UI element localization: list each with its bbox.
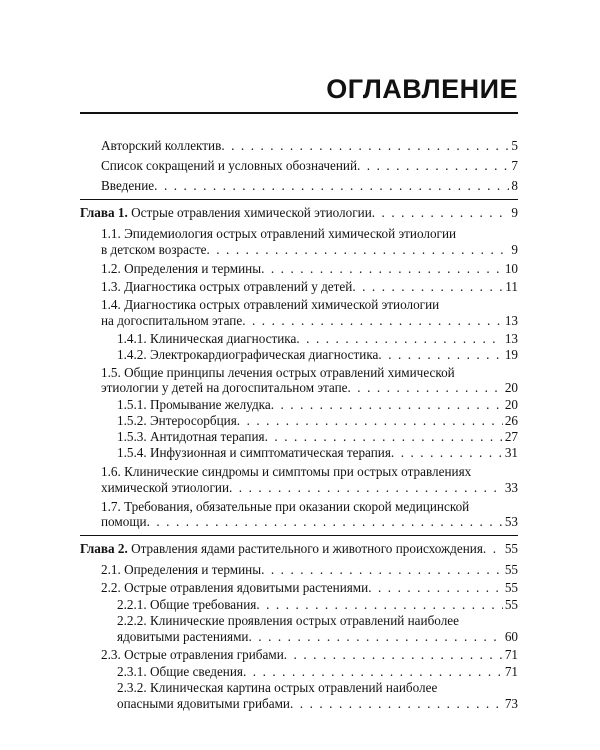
- toc-entry-1-6-line1: 1.6. Клинические синдромы и симптомы при острых отравлениях: [101, 464, 472, 479]
- toc-entry-1-4-2[interactable]: [117, 347, 518, 363]
- toc-entry-page: 33: [504, 480, 518, 495]
- toc-entry-1-5-2[interactable]: [117, 413, 518, 429]
- toc-entry-2-2-1[interactable]: [117, 597, 518, 613]
- toc-entry-1-2[interactable]: [101, 261, 518, 277]
- toc-entry-page: 13: [504, 331, 518, 346]
- chapter-label: Глава 1.: [80, 205, 128, 220]
- toc-entry-text: 2.1. Определения и термины: [101, 562, 262, 577]
- toc-entry-2-2-2[interactable]: [117, 629, 518, 645]
- toc-entry-1-1-line1: 1.1. Эпидемиология острых отравлений химической этиологии: [101, 226, 457, 241]
- toc-entry-text: ядовитыми растениями: [117, 629, 249, 644]
- toc-leader: [391, 445, 503, 461]
- toc-leader: [357, 158, 509, 174]
- toc-leader: [154, 178, 509, 194]
- toc-entry-page: 20: [504, 380, 518, 395]
- toc-entry-text: 1.5.1. Промывание желудка: [117, 397, 271, 412]
- toc-entry-1-7-line1: 1.7. Требования, обязательные при оказании скорой медицинской: [101, 499, 470, 514]
- toc-entry-page: 55: [504, 580, 518, 595]
- toc-leader: [368, 580, 503, 596]
- toc-entry-1-4-1[interactable]: [117, 331, 518, 347]
- toc-entry-page: 60: [504, 629, 518, 644]
- toc-entry-2-3-2-line1: 2.3.2. Клиническая картина острых отравлений наиболее: [117, 680, 438, 695]
- toc-entry-text: в детском возрасте: [101, 242, 207, 257]
- toc-leader: [256, 597, 502, 613]
- toc-entry-1-5-line1: 1.5. Общие принципы лечения острых отравлений химической: [101, 365, 455, 380]
- toc-entry-text: Авторский коллектив: [101, 138, 222, 153]
- toc-leader: [378, 347, 502, 363]
- toc-entry-text: на догоспитальном этапе: [101, 313, 243, 328]
- toc-entry-1-7[interactable]: [101, 514, 518, 530]
- chapter-title: Острые отравления химической этиологии: [127, 205, 372, 220]
- toc-leader: [483, 541, 503, 557]
- toc-entry-page: 71: [504, 647, 518, 662]
- page-title: ОГЛАВЛЕНИЕ: [326, 74, 518, 104]
- toc-entry-text: 2.3.1. Общие сведения: [117, 664, 243, 679]
- toc-chapter-2[interactable]: [80, 541, 518, 557]
- toc-entry-page: 55: [504, 541, 518, 556]
- toc-entry-page: 71: [504, 664, 518, 679]
- toc-entry-page: 20: [504, 397, 518, 412]
- toc-entry-1-5[interactable]: [101, 380, 518, 396]
- toc-leader: [348, 380, 503, 396]
- toc-leader: [261, 261, 503, 277]
- toc-entry-page: 10: [504, 261, 518, 276]
- toc-leader: [221, 138, 509, 154]
- chapter-title: Отравления ядами растительного и животного происхождения: [127, 541, 483, 556]
- toc-entry-page: 5: [511, 138, 518, 153]
- toc-entry-1-5-3[interactable]: [117, 429, 518, 445]
- toc-entry-1-4[interactable]: [101, 313, 518, 329]
- toc-entry-page: 31: [504, 445, 518, 460]
- toc-leader: [271, 397, 503, 413]
- toc-leader: [147, 514, 503, 530]
- toc-leader: [290, 696, 503, 712]
- toc-entry-1-4-line1: 1.4. Диагностика острых отравлений химической этиологии: [101, 297, 440, 312]
- toc-chapter-1[interactable]: [80, 205, 518, 221]
- toc-leader: [237, 413, 503, 429]
- toc-entry-page: 26: [504, 413, 518, 428]
- toc-entry-page: 55: [504, 597, 518, 612]
- toc-entry-page: 11: [505, 279, 518, 294]
- toc-entry-page: 55: [504, 562, 518, 577]
- toc-entry-text: 1.4.2. Электрокардиографическая диагностика: [117, 347, 379, 362]
- toc-entry-page: 9: [511, 205, 518, 220]
- toc-entry-text: Список сокращений и условных обозначений: [101, 158, 357, 173]
- section-divider: [80, 535, 518, 536]
- toc-entry-page: 13: [504, 313, 518, 328]
- toc-entry-1-5-4[interactable]: [117, 445, 518, 461]
- toc-entry-text: 2.2. Острые отравления ядовитыми растениями: [101, 580, 369, 595]
- toc-leader: [372, 205, 510, 221]
- toc-entry-text: 1.5.3. Антидотная терапия: [117, 429, 265, 444]
- toc-leader: [261, 562, 503, 578]
- toc-entry-2-2-2-line1: 2.2.2. Клинические проявления острых отравлений наиболее: [117, 613, 459, 628]
- toc-entry-2-3-2[interactable]: [117, 696, 518, 712]
- toc-entry-1-6[interactable]: [101, 480, 518, 496]
- toc-entry-text: 1.2. Определения и термины: [101, 261, 262, 276]
- chapter-label: Глава 2.: [80, 541, 128, 556]
- toc-entry-text: помощи: [101, 514, 147, 529]
- toc-leader: [265, 429, 503, 445]
- toc-entry-text: 2.3. Острые отравления грибами: [101, 647, 284, 662]
- toc-entry-text: 1.5.4. Инфузионная и симптоматическая терапия: [117, 445, 391, 460]
- section-divider: [80, 199, 518, 200]
- toc-leader: [243, 664, 503, 680]
- toc-leader: [296, 331, 502, 347]
- toc-leader: [242, 313, 503, 329]
- toc-entry-text: опасными ядовитыми грибами: [117, 696, 290, 711]
- toc-entry-text: 2.2.1. Общие требования: [117, 597, 257, 612]
- toc-entry-text: 1.3. Диагностика острых отравлений у детей: [101, 279, 353, 294]
- toc-entry-page: 7: [511, 158, 518, 173]
- toc-entry-1-5-1[interactable]: [117, 397, 518, 413]
- toc-entry-page: 9: [511, 242, 518, 257]
- toc-entry-2-3-1[interactable]: [117, 664, 518, 680]
- title-rule: [80, 112, 518, 114]
- toc-entry-introduction[interactable]: [101, 178, 518, 194]
- toc-leader: [284, 647, 503, 663]
- toc-entry-1-1[interactable]: [101, 242, 518, 258]
- toc-entry-text: 1.5.2. Энтеросорбция: [117, 413, 237, 428]
- toc-entry-text: Введение: [101, 178, 155, 193]
- toc-entry-page: 8: [511, 178, 518, 193]
- toc-entry-text: этиологии у детей на догоспитальном этапе: [101, 380, 348, 395]
- toc-entry-abbreviations[interactable]: [101, 158, 518, 174]
- toc-entry-2-3[interactable]: [101, 647, 518, 663]
- toc-entry-text: химической этиологии: [101, 480, 230, 495]
- toc-entry-authors[interactable]: [101, 138, 518, 154]
- toc-entry-page: 73: [504, 696, 518, 711]
- toc-entry-text: 1.4.1. Клиническая диагностика: [117, 331, 297, 346]
- toc-entry-1-3[interactable]: [101, 279, 518, 295]
- toc-entry-2-1[interactable]: [101, 562, 518, 578]
- toc-entry-page: 27: [504, 429, 518, 444]
- toc-leader: [352, 279, 503, 295]
- toc-entry-page: 53: [504, 514, 518, 529]
- toc-leader: [206, 242, 509, 258]
- toc-leader: [248, 629, 502, 645]
- toc-entry-2-2[interactable]: [101, 580, 518, 596]
- toc-leader: [229, 480, 503, 496]
- toc-entry-page: 19: [504, 347, 518, 362]
